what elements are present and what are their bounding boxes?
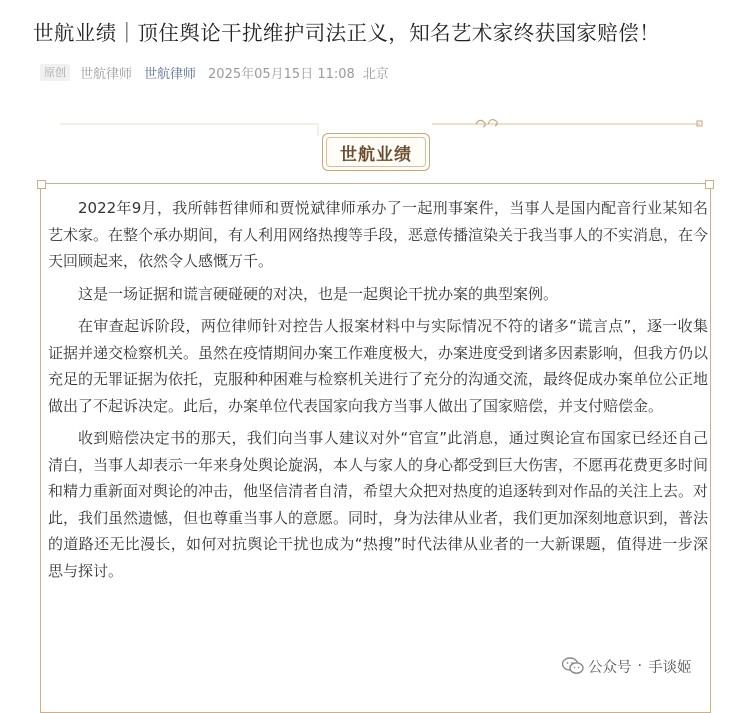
watermark-name: 手谈姬 (648, 659, 692, 676)
frame-corner-top-left (37, 180, 46, 189)
paragraph-4: 收到赔偿决定书的那天，我们向当事人建议对外“官宣”此消息，通过舆论宣布国家已经还自己清白，当事人却表示一年来身处舆论旋涡，本人与家人的身心都受到巨大伤害，不愿再花费更多时间和精力重新面对舆论的冲击，他坚信清者自清，希望大众把对热度的追逐转到对作品的关注上去。对此，我们虽然遗憾，但也尊重当事人的意愿。同时，身为法律从业者，我们更加深刻地意识到，普法的道路还无比漫长，如何对抗舆论干扰也成为“热搜”时代法律从业者的一大新课题，值得进一步深思与探讨。 (48, 429, 709, 580)
paragraph-2: 这是一场证据和谎言硬碰硬的对决，也是一起舆论干扰办案的典型案例。 (78, 284, 559, 303)
wechat-watermark (558, 653, 696, 679)
article-meta (40, 62, 389, 82)
watermark-label: 公众号 (588, 659, 632, 676)
original-tag: 原创 (40, 64, 70, 81)
publish-datetime: 2025年05月15日 11:08 (208, 66, 355, 82)
section-heading: 世航业绩 (326, 137, 426, 167)
article-body (48, 195, 708, 590)
ornament-scroll (476, 120, 497, 127)
section-heading-badge (322, 133, 430, 171)
frame-corner-top-right (705, 180, 714, 189)
author-name: 世航律师 (80, 66, 133, 82)
publish-location: 北京 (362, 66, 389, 82)
account-link[interactable]: 世航律师 (144, 66, 197, 82)
wechat-icon (562, 657, 584, 675)
article-title: 世航业绩｜顶住舆论干扰维护司法正义，知名艺术家终获国家赔偿！ (33, 21, 660, 45)
paragraph-3: 在审查起诉阶段，两位律师针对控告人报案材料中与实际情况不符的诸多“谎言点”，逐一收集证据并递交检察机关。虽然在疫情期间办案工作难度极大，办案进度受到诸多因素影响，但我方仍以充足的无罪证据为依托，克服种种困难与检察机关进行了充分的沟通交流，最终促成办案单位公正地做出了不起诉决定。此后，办案单位代表国家向我方当事人做出了国家赔偿，并支付赔偿金。 (48, 317, 709, 415)
paragraph-1: 2022年9月，我所韩哲律师和贾悦斌律师承办了一起刑事案件，当事人是国内配音行业某知名艺术家。在整个承办期间，有人利用网络热搜等手段，恶意传播渲染关于我当事人的不实消息，在今天回顾起来，依然令人感慨万千。 (48, 199, 709, 270)
watermark-separator: · (637, 658, 643, 674)
